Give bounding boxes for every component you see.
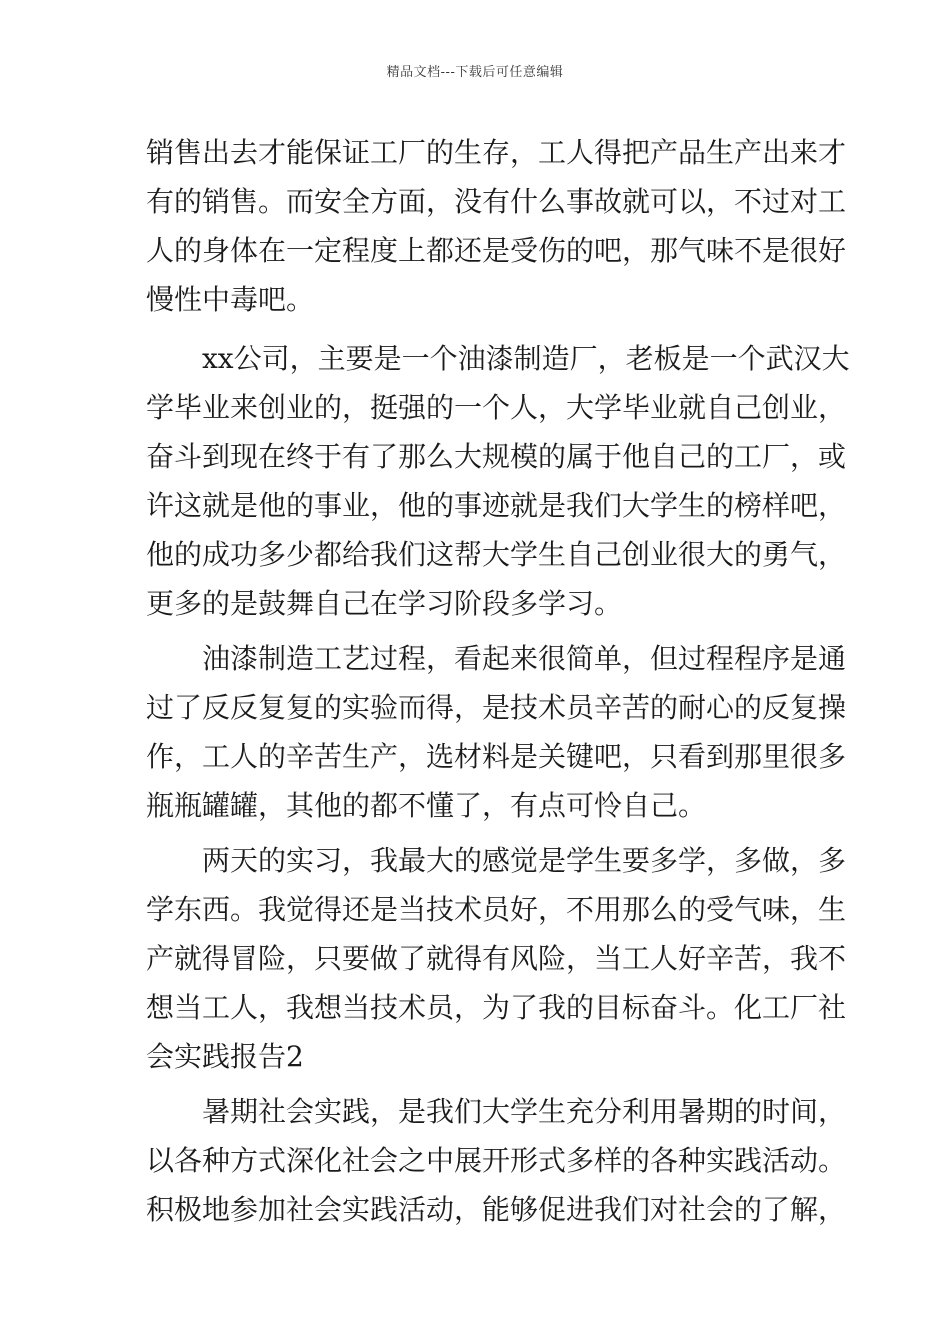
text-line: 暑期社会实践，是我们大学生充分利用暑期的时间， <box>202 1095 847 1128</box>
text-line: 学东西。我觉得还是当技术员好，不用那么的受气味，生 <box>146 893 847 926</box>
paragraph <box>146 128 847 324</box>
text-line: xx公司，主要是一个油漆制造厂，老板是一个武汉大 <box>202 342 850 375</box>
text-line: 积极地参加社会实践活动，能够促进我们对社会的了解， <box>146 1193 847 1226</box>
text-line: 瓶瓶罐罐，其他的都不懂了，有点可怜自己。 <box>146 789 707 822</box>
paragraph <box>146 836 847 1081</box>
text-line: 学毕业来创业的，挺强的一个人，大学毕业就自己创业， <box>146 391 847 424</box>
text-line: 有的销售。而安全方面，没有什么事故就可以，不过对工 <box>146 185 847 218</box>
text-line: 人的身体在一定程度上都还是受伤的吧，那气味不是很好 <box>146 234 847 267</box>
text-line: 慢性中毒吧。 <box>146 283 315 316</box>
text-line: 奋斗到现在终于有了那么大规模的属于他自己的工厂，或 <box>146 440 847 473</box>
text-line: 两天的实习，我最大的感觉是学生要多学，多做，多 <box>202 844 847 877</box>
text-line: 作，工人的辛苦生产，选材料是关键吧，只看到那里很多 <box>146 740 847 773</box>
paragraph <box>146 334 850 628</box>
text-line: 更多的是鼓舞自己在学习阶段多学习。 <box>146 587 623 620</box>
text-line: 销售出去才能保证工厂的生存，工人得把产品生产出来才 <box>146 136 847 169</box>
text-line: 以各种方式深化社会之中展开形式多样的各种实践活动。 <box>146 1144 847 1177</box>
text-line: 会实践报告2 <box>146 1040 304 1073</box>
paragraph <box>146 1087 847 1234</box>
paragraph <box>146 634 847 830</box>
document-body <box>146 128 850 1234</box>
text-line: 许这就是他的事业，他的事迹就是我们大学生的榜样吧， <box>146 489 847 522</box>
page-header: 精品文档---下载后可任意编辑 <box>386 65 564 80</box>
text-line: 产就得冒险，只要做了就得有风险，当工人好辛苦，我不 <box>146 942 847 975</box>
text-line: 他的成功多少都给我们这帮大学生自己创业很大的勇气， <box>146 538 847 571</box>
text-line: 油漆制造工艺过程，看起来很简单，但过程程序是通 <box>202 642 847 675</box>
text-line: 过了反反复复的实验而得，是技术员辛苦的耐心的反复操 <box>146 691 847 724</box>
text-line: 想当工人，我想当技术员，为了我的目标奋斗。化工厂社 <box>146 991 847 1024</box>
